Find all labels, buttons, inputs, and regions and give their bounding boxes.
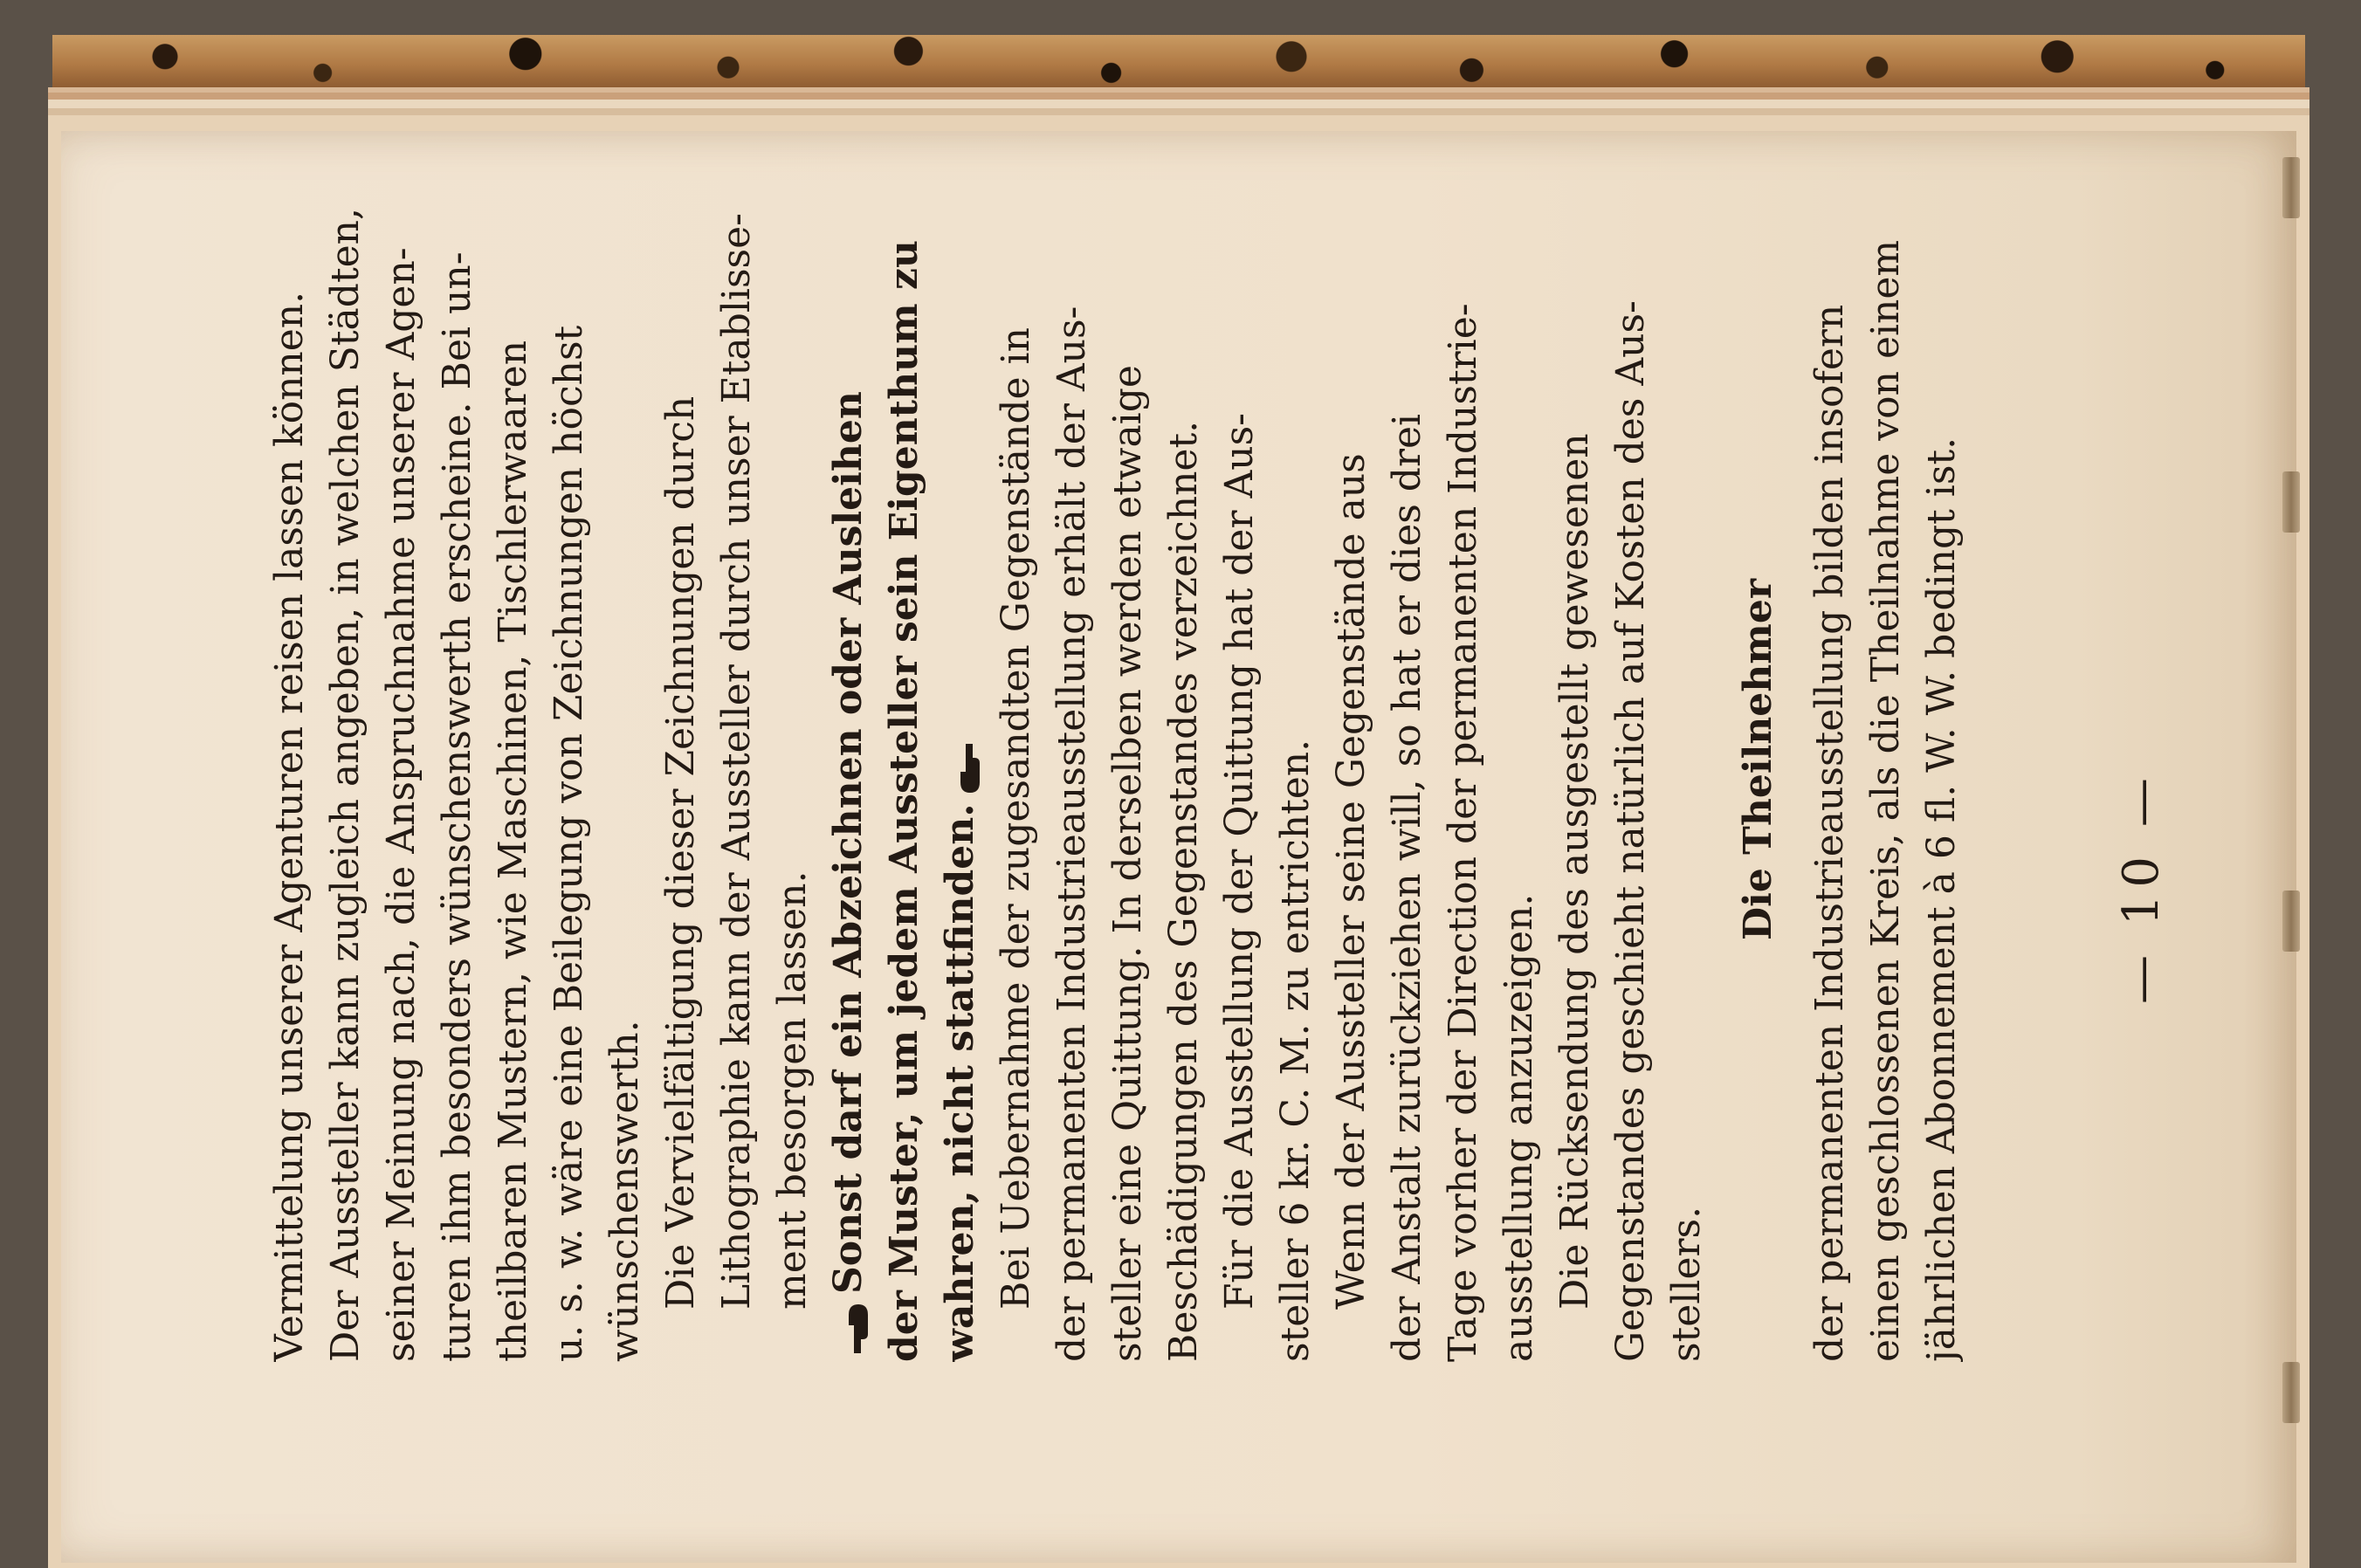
text-line: Beschädigungen des Gegenstandes verzeichnet. [1161,420,1206,1362]
notice-text: Sonst darf ein Abzeichnen oder Ausleihen [826,391,871,1294]
binding-stitch [2282,891,2300,952]
binding-stitch [2282,157,2300,218]
notice-line [933,157,988,1362]
marbled-cover-edge [52,35,2305,89]
text-line: Tage vorher der Direction der permanenten Industrie- [1441,303,1485,1362]
paragraph-withdrawal [1324,157,1547,1362]
text-line: Gegenstandes geschieht natürlich auf Kosten des Aus- [1608,300,1653,1362]
paragraph-lithography [653,157,821,1362]
paragraph-participants [1802,157,1970,1362]
paragraph-fee [1212,157,1324,1362]
spacer [1715,157,1731,1362]
text-line: wünschenswerth. [602,1020,647,1362]
text-line: jährlichen Abonnement à 6 fl. W. W. bedingt ist. [1919,437,1964,1362]
page-text-body [262,157,2096,1362]
text-line: einen geschlossenen Kreis, als die Theilnahme von einem [1863,239,1908,1362]
text-line: seiner Meinung nach, die Anspruchnahme unserer Agen- [379,247,423,1362]
text-line: ausstellung anzuzeigen. [1497,893,1541,1362]
text-line: u. s. w. wäre eine Beilegung von Zeichnungen höchst [547,325,591,1362]
notice-block [821,157,988,1362]
text-line: Die Rücksendung des ausgestellt gewesenen [1552,433,1597,1310]
section-heading: Die Theilnehmer [1736,578,1780,941]
text-line: der Anstalt zurückziehen will, so hat er dies drei [1385,413,1429,1362]
text-line: Für die Ausstellung der Quittung hat der Aus- [1217,412,1262,1310]
text-line: Wenn der Aussteller seine Gegenstände aus [1329,453,1373,1310]
binding-stitch [2282,1362,2300,1423]
pointing-hand-icon [946,742,980,796]
text-line: Lithographie kann der Aussteller durch unser Etablisse- [714,212,759,1310]
text-line: theilbaren Mustern, wie Maschinen, Tischlerwaaren [491,340,535,1362]
text-line: Bei Uebernahme der zugesandten Gegenstände in [994,327,1038,1310]
binding-stitch [2282,471,2300,533]
text-line: Der Aussteller kann zugleich angeben, in welchen Städten, [323,208,368,1362]
text-line: turen ihm besonders wünschenswerth erscheine. Bei un- [435,251,479,1362]
pointing-hand-icon [835,1301,868,1355]
paragraph-return [1547,157,1715,1362]
text-line: ment besorgen lassen. [770,870,815,1310]
text-line: steller 6 kr. C. M. zu entrichten. [1273,739,1318,1362]
text-line: stellers. [1664,1206,1709,1362]
page-number: — 10 — [2113,771,2170,1004]
text-line: der permanenten Industrieausstellung bilden insofern [1807,304,1852,1362]
spacer [1786,157,1802,1362]
text-line: steller eine Quittung. In derselben werden etwaige [1105,365,1150,1362]
paragraph-receipt [988,157,1212,1362]
notice-line [821,157,877,1362]
text-line: der permanenten Industrieausstellung erhält der Aus- [1050,306,1094,1362]
text-line: Vermittelung unserer Agenturen reisen lassen können. [267,291,312,1362]
notice-line: der Muster, um jedem Aussteller sein Eigenthum zu [882,240,926,1362]
text-line: Die Vervielfältigung dieser Zeichnungen durch [658,395,703,1310]
notice-text: wahren, nicht stattfinden. [938,803,982,1362]
paragraph-agencies [262,157,653,1362]
